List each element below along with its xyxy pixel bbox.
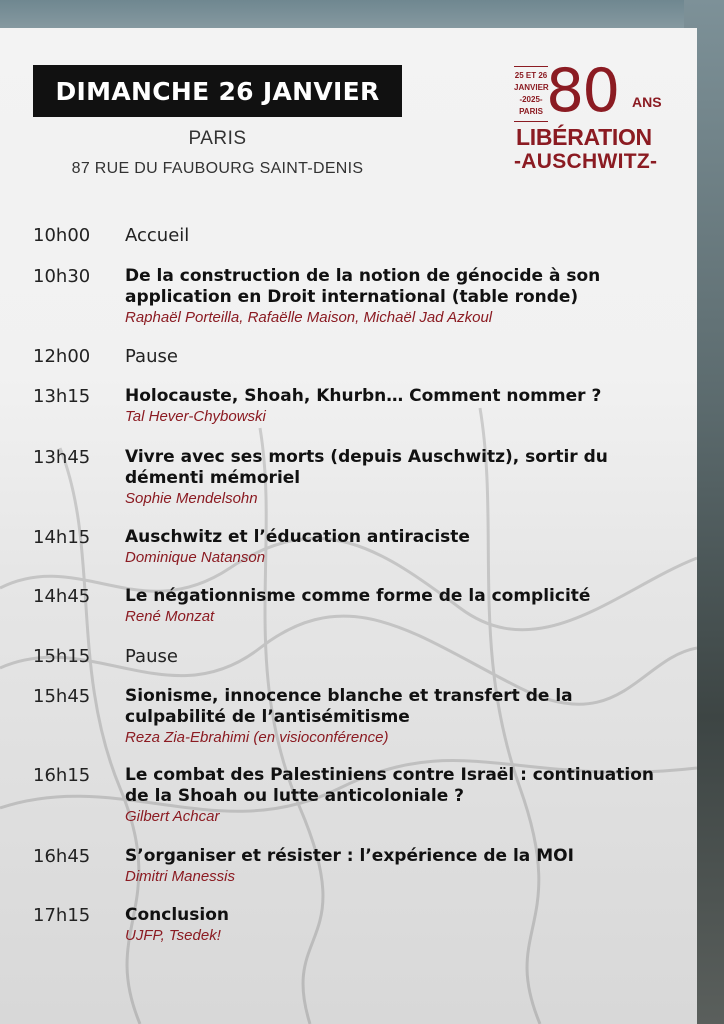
program-sheet	[0, 28, 697, 1024]
event-address: 87 RUE DU FAUBOURG SAINT-DENIS	[71, 160, 364, 177]
schedule-speakers: Sophie Mendelsohn	[125, 490, 258, 507]
schedule-title: Sionisme, innocence blanche et transfert de la culpabilité de l’antisémitisme	[125, 686, 573, 727]
schedule-title: Vivre avec ses morts (depuis Auschwitz), sortir du démenti mémoriel	[125, 447, 608, 488]
schedule-time: 15h15	[33, 646, 91, 667]
schedule-title: De la construction de la notion de génocide à son application en Droit international (table ronde)	[125, 266, 601, 307]
schedule-title: Pause	[125, 646, 178, 667]
schedule-time: 15h45	[33, 686, 91, 707]
anniversary-logo	[512, 56, 672, 182]
logo-ans: ANS	[632, 94, 662, 110]
schedule-title: Accueil	[125, 225, 190, 246]
event-date-banner	[33, 65, 402, 117]
logo-liberation: LIBÉRATION	[516, 124, 652, 150]
schedule-time: 16h45	[33, 846, 91, 867]
schedule-time: 13h15	[33, 386, 91, 407]
schedule-time: 10h00	[33, 225, 91, 246]
schedule-speakers: Tal Hever-Chybowski	[125, 408, 266, 425]
schedule-speakers: Gilbert Achcar	[125, 808, 220, 825]
schedule-time: 13h45	[33, 447, 91, 468]
schedule-time: 12h00	[33, 346, 91, 367]
schedule-title: Le négationnisme comme forme de la complicité	[125, 586, 591, 606]
schedule-speakers: Dominique Natanson	[125, 549, 266, 566]
logo-dates: 25 ET 26 JANVIER -2025- PARIS	[514, 66, 548, 122]
schedule-speakers: Reza Zia-Ebrahimi (en visioconférence)	[125, 729, 389, 746]
schedule-time: 10h30	[33, 266, 91, 287]
schedule-title: Conclusion	[125, 905, 229, 925]
schedule-speakers: Dimitri Manessis	[125, 868, 236, 885]
schedule-title: Le combat des Palestiniens contre Israël : continuation de la Shoah ou lutte anticoloniale ?	[125, 765, 655, 806]
schedule-title: S’organiser et résister : l’expérience de la MOI	[125, 846, 574, 866]
schedule-title: Auschwitz et l’éducation antiraciste	[125, 527, 470, 547]
schedule-speakers: Raphaël Porteilla, Rafaëlle Maison, Michaël Jad Azkoul	[125, 309, 493, 326]
schedule-speakers: UJFP, Tsedek!	[125, 927, 221, 944]
event-date: DIMANCHE 26 JANVIER	[55, 76, 380, 106]
logo-number: 80	[546, 56, 619, 126]
schedule-speakers: René Monzat	[125, 608, 215, 625]
schedule-time: 17h15	[33, 905, 91, 926]
schedule-time: 14h45	[33, 586, 91, 607]
schedule-time: 16h15	[33, 765, 91, 786]
event-city: PARIS	[188, 128, 247, 149]
schedule-time: 14h15	[33, 527, 91, 548]
schedule-title: Pause	[125, 346, 178, 367]
logo-auschwitz: -AUSCHWITZ-	[514, 150, 658, 173]
schedule-title: Holocauste, Shoah, Khurbn… Comment nommer ?	[125, 386, 602, 406]
